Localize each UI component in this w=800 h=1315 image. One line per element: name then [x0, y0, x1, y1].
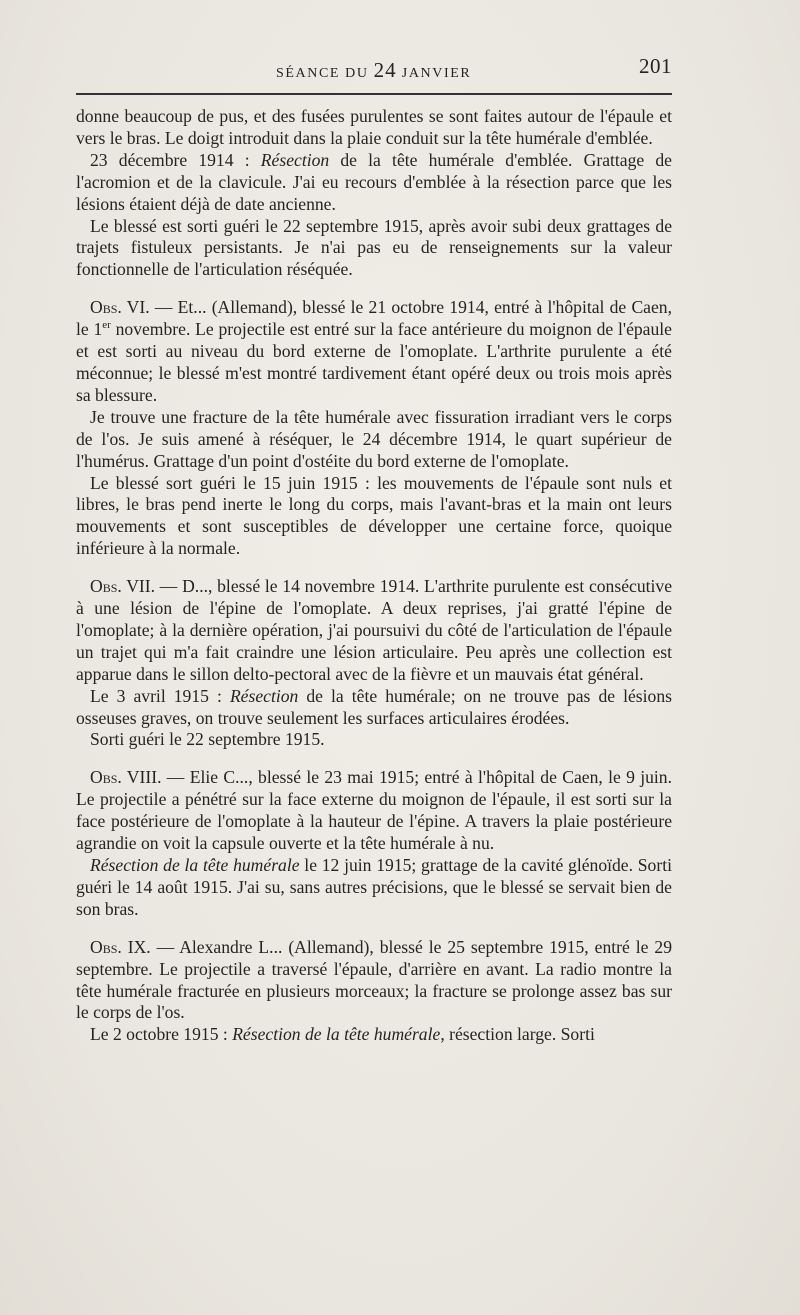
text-run: — Elie C..., blessé le 23 mai 1915; entré à l'hôpital de Caen, le 9 juin. Le projectile a pénétré sur la face externe du moignon de l'épaule, il est sorti sur la face postérieure de l'omoplate à la hauteur de l'épine. A travers la plaie postérieure agrandie on voit la capsule ouverte et la tête humérale à nu.: [76, 767, 673, 854]
paragraph: [76, 1024, 672, 1046]
running-head-post: JANVIER: [396, 66, 472, 81]
text-run: , résection large. Sorti: [440, 1024, 595, 1045]
text-run: Le 3 avril 1915 :: [90, 685, 230, 706]
paragraph: [76, 855, 672, 921]
body-text: [76, 106, 672, 1046]
observation-vii: [76, 576, 672, 686]
observation-viii: [76, 767, 672, 855]
paragraph: [76, 150, 672, 216]
italic-run: Résection: [229, 685, 299, 706]
superscript: er: [102, 319, 111, 332]
paragraph: Sorti guéri le 22 septembre 1915.: [90, 729, 325, 750]
text-run: Le 2 octobre 1915 :: [90, 1024, 233, 1045]
text-run: — D..., blessé le 14 novembre 1914. L'arthrite purulente est consécutive à une lésion de l'épine de l'omoplate. A deux reprises, j'ai gratté l'épine de l'omoplate; à la dernière opération, j'ai poursuivi du côté de l'articulation de l'épaule un trajet qui m'a fait craindre une lésion articulaire. Peu après une collection est apparue dans le sillon delto-pectoral avec de la fièvre et un mauvais état général.: [76, 576, 672, 684]
italic-run: Résection de la tête humérale: [90, 855, 300, 875]
text-run: novembre. Le projectile est entré sur la face antérieure du moignon de l'épaule et est sorti au niveau du bord externe de l'omoplate. L'arthrite purulente a été méconnue; le blessé m'est montré tardivement étant opéré deux ou trois mois après sa blessure.: [76, 319, 672, 405]
text-run: le 12 juin 1915; grattage de la cavité glénoïde. Sorti guéri le 14 août 1915. J'ai su, sans autres précisions, que le blessé se servait bien de son bras.: [76, 855, 672, 919]
paragraph: donne beaucoup de pus, et des fusées purulentes se sont faites autour de l'épaule et vers le bras. Le doigt introduit dans la plaie conduit sur la tête humérale d'emblée.: [76, 106, 672, 148]
page-header: [76, 50, 672, 80]
running-head-number: 24: [373, 58, 397, 82]
paragraph: Le blessé est sorti guéri le 22 septembre 1915, après avoir subi deux grattages de trajets fistuleux persistants. Je n'ai pas eu de renseignements sur la valeur fonctionnelle de l'articulation réséquée.: [76, 215, 672, 280]
paragraph: Je trouve une fracture de la tête humérale avec fissuration irradiant vers le corps de l'os. Je suis amené à réséquer, le 24 décembre 1914, le quart supérieur de l'humérus. Grattage d'un point d'ostéite du bord externe de l'omoplate.: [76, 406, 672, 471]
text-run: 23 décembre 1914 :: [90, 149, 261, 170]
observation-label: Obs. IX.: [90, 936, 151, 957]
paragraph: [76, 686, 672, 730]
text-run: — Alexandre L... (Allemand), blessé le 25 septembre 1915, entré le 29 septembre. Le projectile a traversé l'épaule, d'arrière en avant. La radio montre la tête humérale fracturée en plusieurs morceaux; la fracture se prolonge assez bas sur le corps de l'os.: [76, 936, 672, 1023]
running-head: [276, 58, 471, 83]
observation-label: Obs. VIII.: [90, 767, 162, 788]
text-run: — Et... (Allemand), blessé le 21 octobre 1914, entré à l'hôpital de Caen, le 1: [76, 297, 672, 340]
header-rule: [76, 93, 672, 95]
text-run: de la tête humérale; on ne trouve pas de lésions osseuses graves, on trouve seulement les surfaces articulaires érodées.: [76, 685, 672, 728]
observation-label: Obs. VII.: [90, 576, 156, 597]
italic-run: Résection de la tête humérale: [232, 1024, 441, 1045]
observation-vi: [76, 297, 672, 407]
italic-run: Résection: [260, 149, 330, 170]
text-run: de la tête humérale d'emblée. Grattage de l'acromion et de la clavicule. J'ai eu recours d'emblée à la résection parce que les lésions étaient déjà de date ancienne.: [76, 149, 672, 214]
observation-ix: [76, 937, 672, 1025]
paragraph: Le blessé sort guéri le 15 juin 1915 : les mouvements de l'épaule sont nuls et libres, le bras pend inerte le long du corps, mais l'avant-bras et la main ont leurs mouvements et sont susceptibles de développer une certaine force, quoique inférieure à la normale.: [76, 472, 672, 559]
running-head-pre: SÉANCE DU: [276, 66, 374, 81]
observation-label: Obs. VI.: [90, 297, 150, 318]
page-number: 201: [639, 54, 672, 78]
